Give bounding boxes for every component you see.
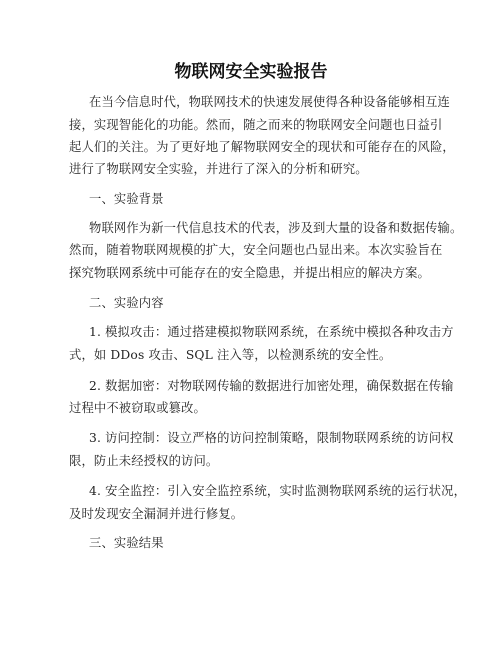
content-item-2-line-1: 2. 数据加密：对物联网传输的数据进行加密处理，确保数据在传输 xyxy=(89,379,454,393)
background-line-2: 然而，随着物联网规模的扩大，安全问题也凸显出来。本次实验旨在 xyxy=(69,243,443,257)
content-item-4-line-2: 及时发现安全漏洞并进行修复。 xyxy=(69,507,244,521)
content-item-2-line-2: 过程中不被窃取或篡改。 xyxy=(69,401,206,415)
intro-line-1: 在当今信息时代，物联网技术的快速发展使得各种设备能够相互连 xyxy=(89,95,450,109)
content-item-3-line-1: 3. 访问控制：设立严格的访问控制策略，限制物联网系统的访问权 xyxy=(89,431,454,445)
content-item-1-line-1: 1. 模拟攻击：通过搭建模拟物联网系统，在系统中模拟各种攻击方 xyxy=(89,325,454,339)
document-title: 物联网安全实验报告 xyxy=(174,62,328,82)
background-line-3: 探究物联网系统中可能存在的安全隐患，并提出相应的解决方案。 xyxy=(69,266,430,280)
content-item-4-line-1: 4. 安全监控：引入安全监控系统，实时监测物联网系统的运行状况， xyxy=(89,484,467,498)
section-heading-content: 二、实验内容 xyxy=(89,296,164,310)
section-heading-background: 一、实验背景 xyxy=(89,192,164,206)
background-line-1: 物联网作为新一代信息技术的代表，涉及到大量的设备和数据传输。 xyxy=(89,221,463,235)
section-heading-results: 三、实验结果 xyxy=(89,536,164,550)
content-item-1-line-2: 式，如 DDos 攻击、SQL 注入等，以检测系统的安全性。 xyxy=(69,348,392,362)
intro-line-2: 接，实现智能化的功能。然而，随之而来的物联网安全问题也日益引 xyxy=(69,118,443,132)
intro-line-3: 起人们的关注。为了更好地了解物联网安全的现状和可能存在的风险， xyxy=(69,140,455,154)
content-item-3-line-2: 限，防止未经授权的访问。 xyxy=(69,454,219,468)
intro-line-4: 进行了物联网安全实验，并进行了深入的分析和研究。 xyxy=(69,162,368,176)
